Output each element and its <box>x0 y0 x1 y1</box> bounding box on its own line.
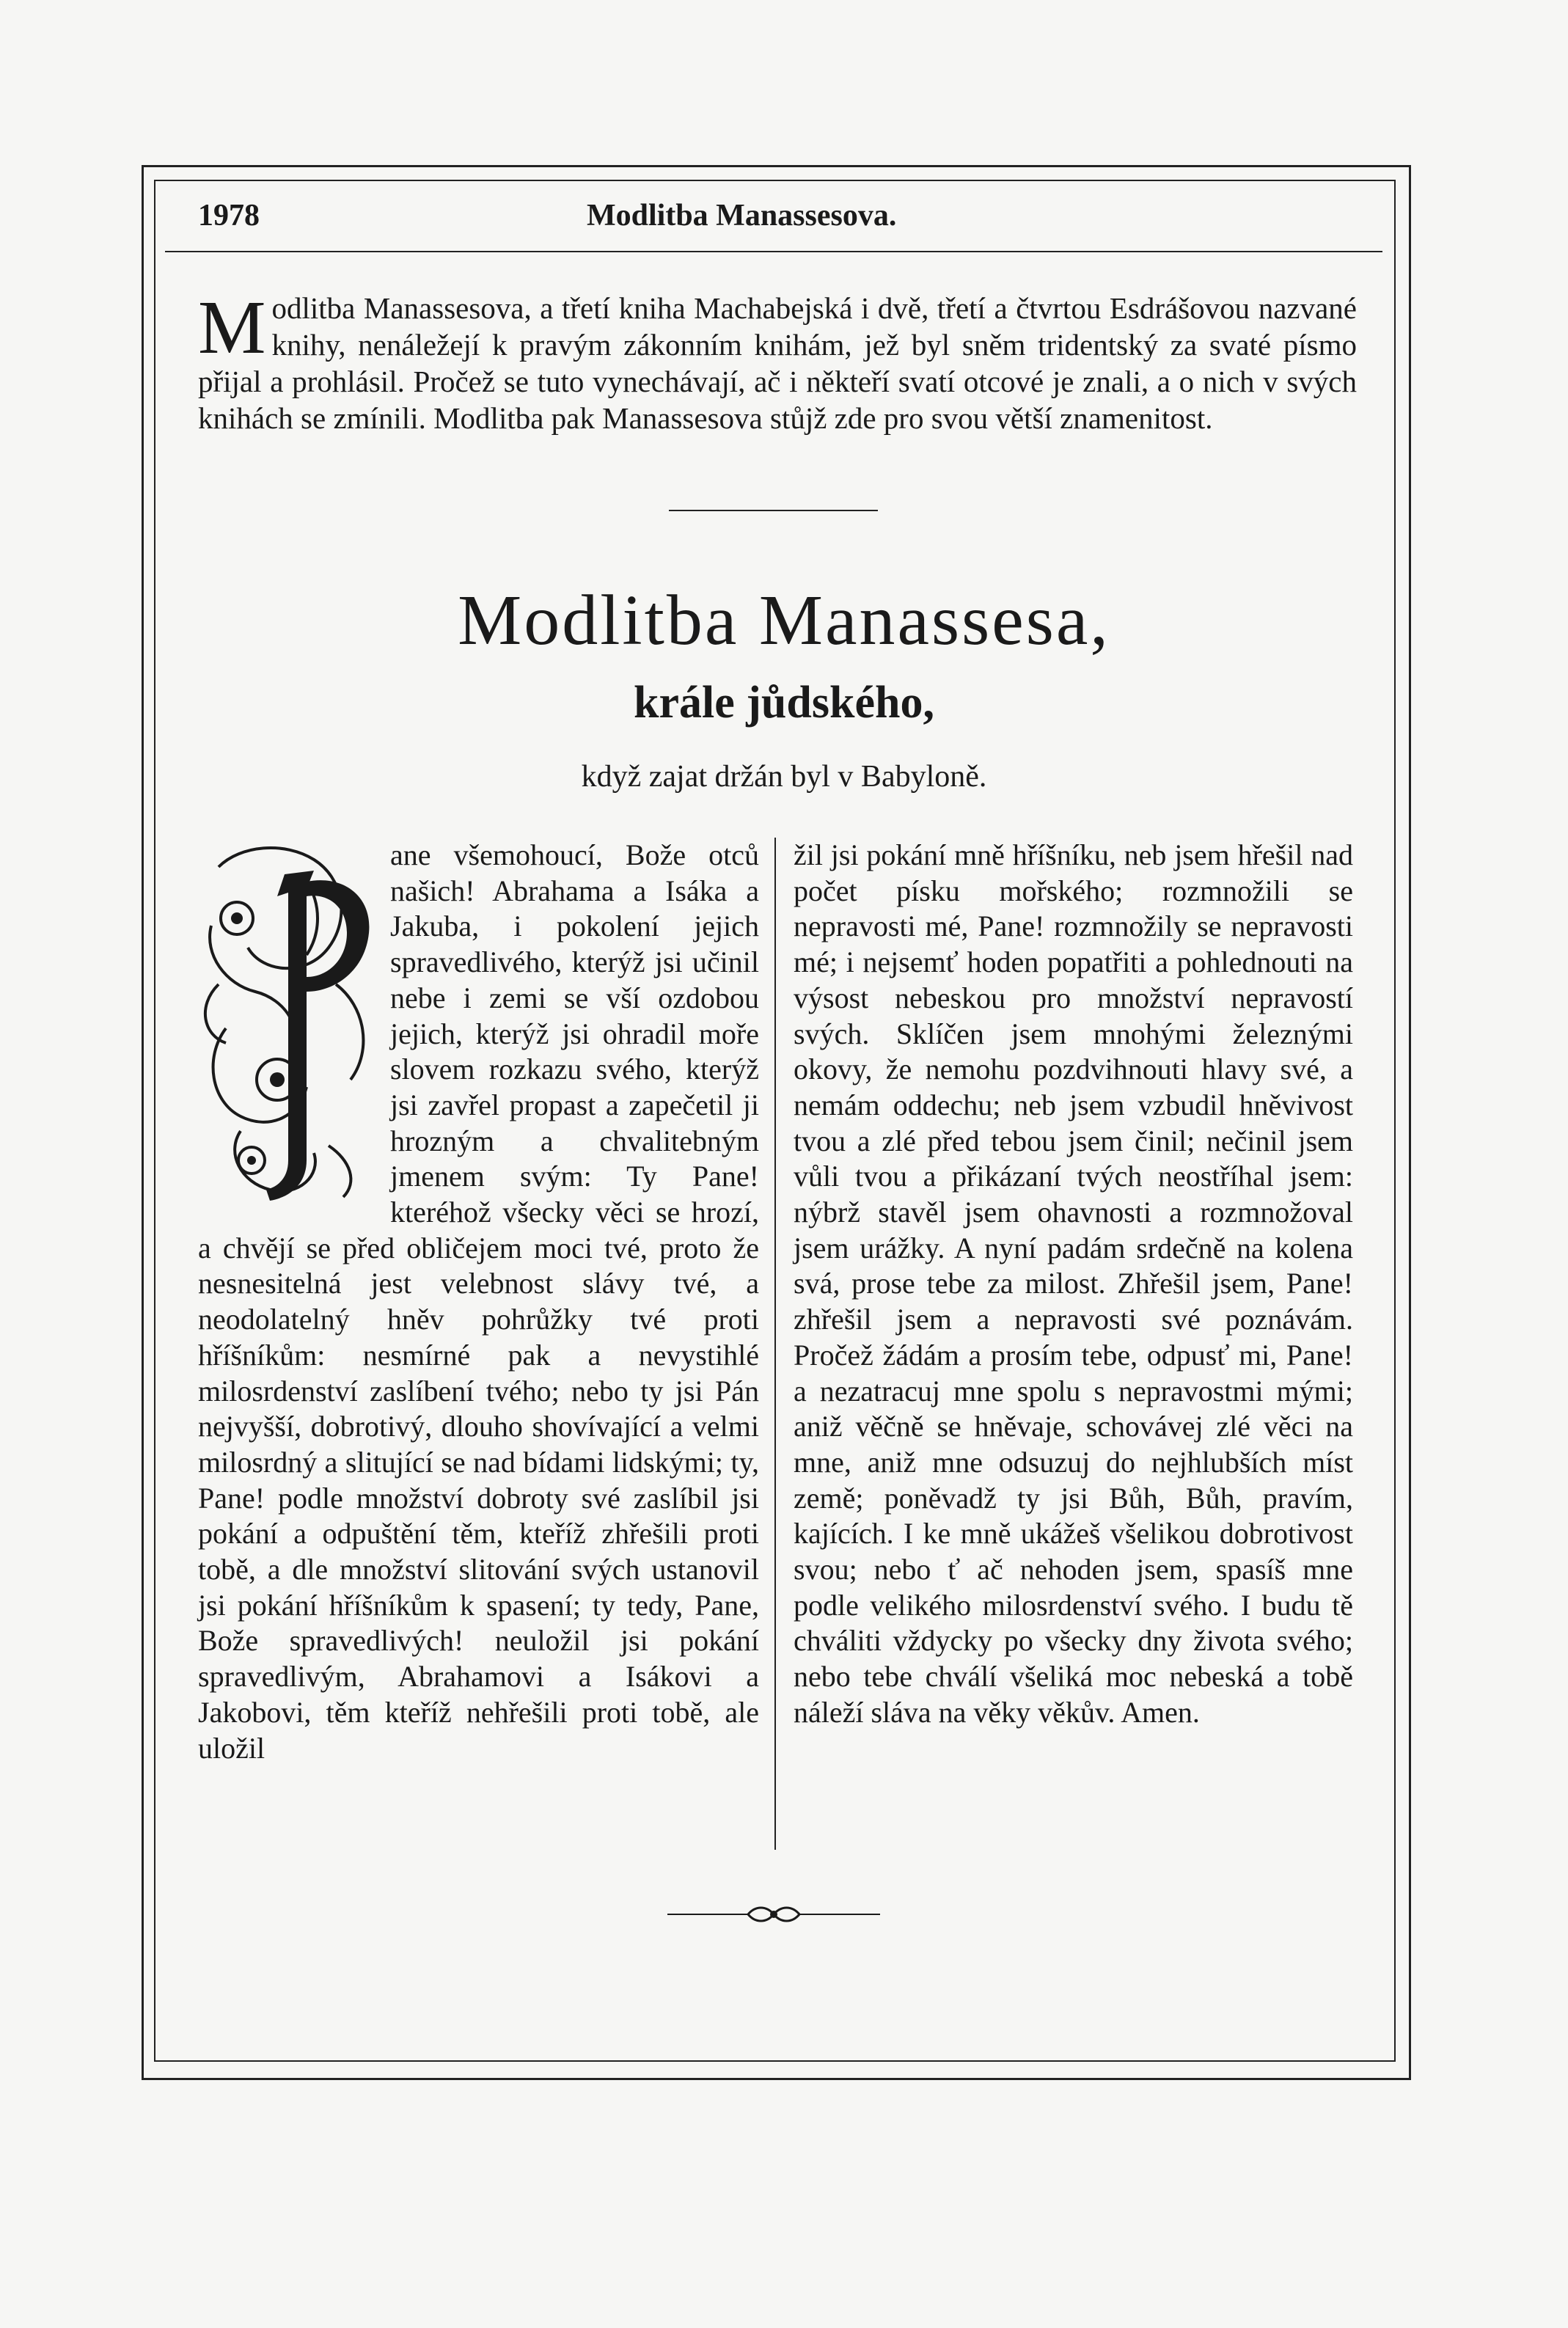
running-title: Modlitba Manassesova. <box>587 199 897 233</box>
page-header <box>198 198 1371 242</box>
right-column-text: žil jsi pokání mně hříšníku, neb jsem hřešil nad počet písku mořského; rozmnožili se nepravosti mé, Pane! rozmnožily se nepravosti mé; i nejsemť hoden popatřiti a pohlednouti na výsost nebeskou pro množství nepravostí svých. Sklíčen jsem mnohými železnými okovy, že nemohu pozdvihnouti hlavy své, a nemám oddechu; neb jsem vzbudil hněvivost tvou a zlé před tebou jsem činil; nečinil jsem vůli tvou a přikázaní tvých neostříhal jsem: nýbrž stavěl jsem ohavnosti a rozmnožoval jsem urážky. A nyní padám srdečně na kolena svá, prose tebe za milost. Zhřešil jsem, Pane! zhřešil jsem a nepravosti své poznávám. Pročež žádám a prosím tebe, odpusť mi, Pane! a nezatracuj mne spolu s nepravostmi mými; aniž věčně se hněvaje, schovávej zlé věci na mne, aniž mne odsuzuj do nejhlubších míst země; poněvadž ty jsi Bůh, Bůh, pravím, kajících. I ke mně ukážeš všelikou dobrotivost svou; nebo ť ač nehoden jsem, spasíš mne podle velikého milosrdenství svého. I budu tě chváliti vždycky po všecky dny života svého; nebo tebe chválí všeliká moc nebeská a tobě náleží sláva na věky věkův. Amen. <box>794 838 1353 1729</box>
prayer-byline: když zajat držán byl v Babyloně. <box>581 760 987 794</box>
ornamental-drop-cap <box>197 838 380 1208</box>
column-divider <box>774 838 776 1850</box>
section-divider <box>669 510 878 511</box>
right-column <box>794 838 1353 1731</box>
prayer-subtitle: krále jůdského, <box>634 678 934 728</box>
intro-paragraph <box>198 285 1357 436</box>
end-ornament <box>667 1900 880 1929</box>
prayer-title: Modlitba Manassesa, <box>458 581 1110 660</box>
page-number: 1978 <box>198 199 260 233</box>
header-rule <box>165 251 1382 252</box>
left-column-text: ane všemohoucí, Bože otců našich! Abrahama a Isáka a Jakuba, i pokolení jejich spravedlivého, kterýž jsi učinil nebe i zemi se vší ozdobou jejich, kterýž jsi ohradil moře slovem rozkazu svého, kterýž jsi zavřel propast a zapečetil ji hrozným a chvalitebným jmenem svým: Ty Pane! kteréhož všecky věci se hrozí, a chvějí se před obličejem moci tvé, proto že nesnesitelná jest velebnost slávy tvé, a neodolatelný hněv pohrůžky tvé proti hříšníkům: nesmírné pak a nevystihlé milosrdenství zaslíbení tvého; nebo ty jsi Pán nejvyšší, dobrotivý, dlouho shovívající a velmi milosrdný a slitující se nad bídami lidskými; ty, Pane! podle množství dobroty své zaslíbil jsi pokání a odpuštění těm, kteříž zhřešili proti tobě, a dle množství slitování svých ustanovil jsi pokání hříšníkům k spasení; ty tedy, Pane, Bože spravedlivých! neuložil jsi pokání spravedlivým, Abrahamovi a Isákovi a Jakobovi, těm kteříž nehřešili proti tobě, ale uložil <box>198 838 759 1765</box>
left-column <box>198 838 759 1766</box>
intro-text: odlitba Manassesova, a třetí kniha Machabejská i dvě, třetí a čtvrtou Esdrášovou nazvané knihy, nenáležejí k pravým zákonním knihám, jež byl sněm tridentský za svaté písmo přijal a prohlásil. Pročež se tuto vynechávají, ač i někteří svatí otcové je znali, a o nich v svých knihách se zmínili. Modlitba pak Manassesova stůjž zde pro svou větší znamenitost. <box>198 291 1357 435</box>
intro-initial: M <box>198 285 266 370</box>
